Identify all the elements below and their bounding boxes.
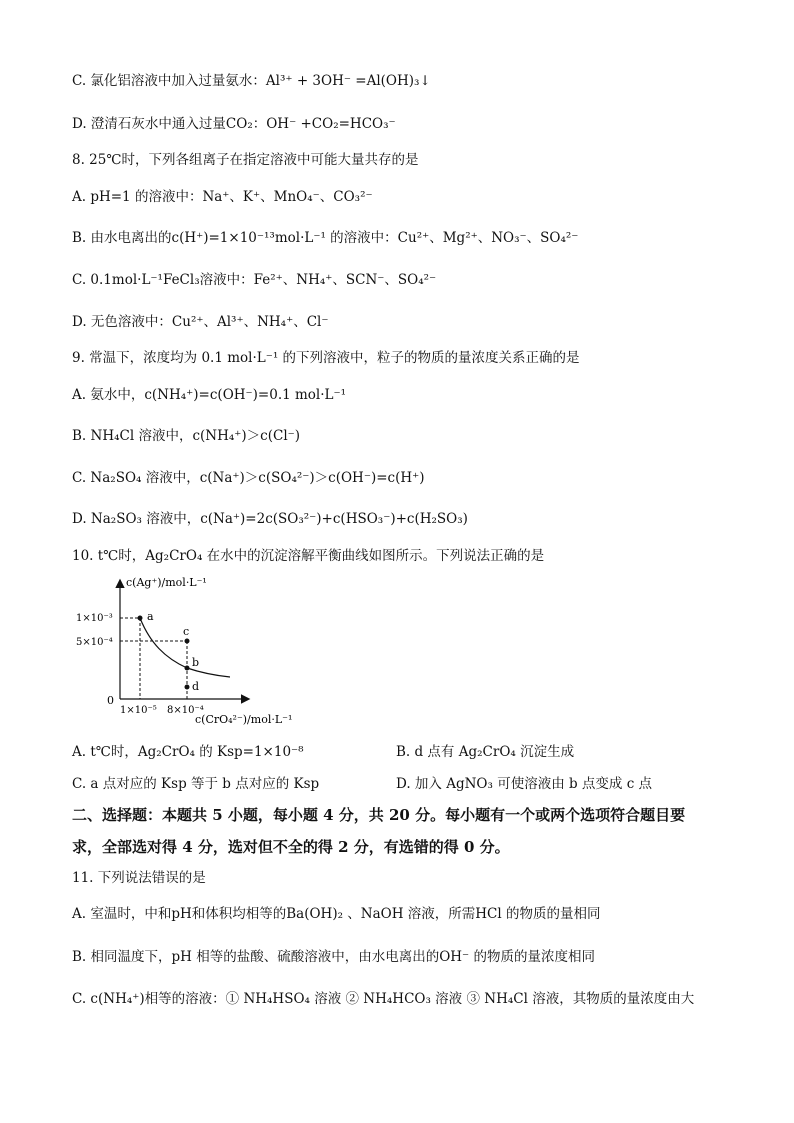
x-axis-label: c(CrO₄²⁻)/mol·L⁻¹: [195, 713, 293, 726]
x-tick-1: 1×10⁻⁵: [120, 705, 157, 716]
x-tick-2: 8×10⁻⁴: [167, 705, 204, 716]
q9-option-b: B. NH₄Cl 溶液中，c(NH₄⁺)＞c(Cl⁻): [72, 428, 301, 444]
point-b-label: b: [192, 656, 200, 669]
q8-option-c: C. 0.1mol·L⁻¹FeCl₃溶液中：Fe²⁺、NH₄⁺、SCN⁻、SO₄²⁻: [72, 272, 437, 288]
q10-option-a: A. t℃时，Ag₂CrO₄ 的 Ksp=1×10⁻⁸: [72, 744, 304, 760]
q11-option-b: B. 相同温度下，pH 相等的盐酸、硫酸溶液中，由水电离出的OH⁻ 的物质的量浓度相同: [72, 949, 595, 965]
point-d-label: d: [192, 680, 200, 693]
point-a: [138, 616, 143, 621]
q10-stem: 10. t℃时，Ag₂CrO₄ 在水中的沉淀溶解平衡曲线如图所示。下列说法正确的是: [72, 548, 545, 564]
y-axis-label: c(Ag⁺)/mol·L⁻¹: [126, 576, 207, 589]
q11-option-c: C. c(NH₄⁺)相等的溶液：① NH₄HSO₄ 溶液 ② NH₄HCO₃ 溶液 ③ NH₄Cl 溶液，其物质的量浓度由大: [72, 991, 695, 1007]
ksp-chart: [70, 573, 330, 733]
q9-option-d: D. Na₂SO₃ 溶液中，c(Na⁺)=2c(SO₃²⁻)+c(HSO₃⁻)+c(H₂SO₃): [72, 511, 468, 527]
point-c: [185, 639, 190, 644]
y-tick-2: 5×10⁻⁴: [76, 637, 113, 648]
q8-option-b: B. 由水电离出的c(H⁺)=1×10⁻¹³mol·L⁻¹ 的溶液中：Cu²⁺、Mg²⁺、NO₃⁻、SO₄²⁻: [72, 230, 579, 246]
q11-stem: 11. 下列说法错误的是: [72, 870, 206, 886]
point-d: [185, 685, 190, 690]
q9-stem: 9. 常温下，浓度均为 0.1 mol·L⁻¹ 的下列溶液中，粒子的物质的量浓度关系正确的是: [72, 350, 580, 366]
q8-stem: 8. 25℃时，下列各组离子在指定溶液中可能大量共存的是: [72, 152, 419, 168]
section-2-heading-line1: 二、选择题：本题共 5 小题，每小题 4 分，共 20 分。每小题有一个或两个选项符合题目要: [72, 806, 686, 824]
origin-label: 0: [107, 694, 114, 707]
point-c-label: c: [183, 625, 190, 638]
q9-option-c: C. Na₂SO₄ 溶液中，c(Na⁺)＞c(SO₄²⁻)＞c(OH⁻)=c(H⁺): [72, 470, 425, 486]
point-a-label: a: [147, 610, 154, 623]
q9-option-a: A. 氨水中，c(NH₄⁺)=c(OH⁻)=0.1 mol·L⁻¹: [72, 387, 347, 403]
q7-option-d: D. 澄清石灰水中通入过量CO₂：OH⁻ +CO₂=HCO₃⁻: [72, 116, 396, 132]
q11-option-a: A. 室温时，中和pH和体积均相等的Ba(OH)₂ 、NaOH 溶液，所需HCl 的物质的量相同: [72, 906, 601, 922]
q7-option-c: C. 氯化铝溶液中加入过量氨水：Al³⁺ + 3OH⁻ =Al(OH)₃↓: [72, 73, 431, 89]
y-tick-1: 1×10⁻³: [76, 613, 113, 624]
q10-option-d: D. 加入 AgNO₃ 可使溶液由 b 点变成 c 点: [396, 776, 653, 792]
point-b: [185, 666, 190, 671]
section-2-heading-line2: 求，全部选对得 4 分，选对但不全的得 2 分，有选错的得 0 分。: [72, 838, 510, 856]
q8-option-d: D. 无色溶液中：Cu²⁺、Al³⁺、NH₄⁺、Cl⁻: [72, 314, 329, 330]
q8-option-a: A. pH=1 的溶液中：Na⁺、K⁺、MnO₄⁻、CO₃²⁻: [72, 189, 373, 205]
q10-option-b: B. d 点有 Ag₂CrO₄ 沉淀生成: [396, 744, 575, 760]
q10-option-c: C. a 点对应的 Ksp 等于 b 点对应的 Ksp: [72, 776, 320, 792]
